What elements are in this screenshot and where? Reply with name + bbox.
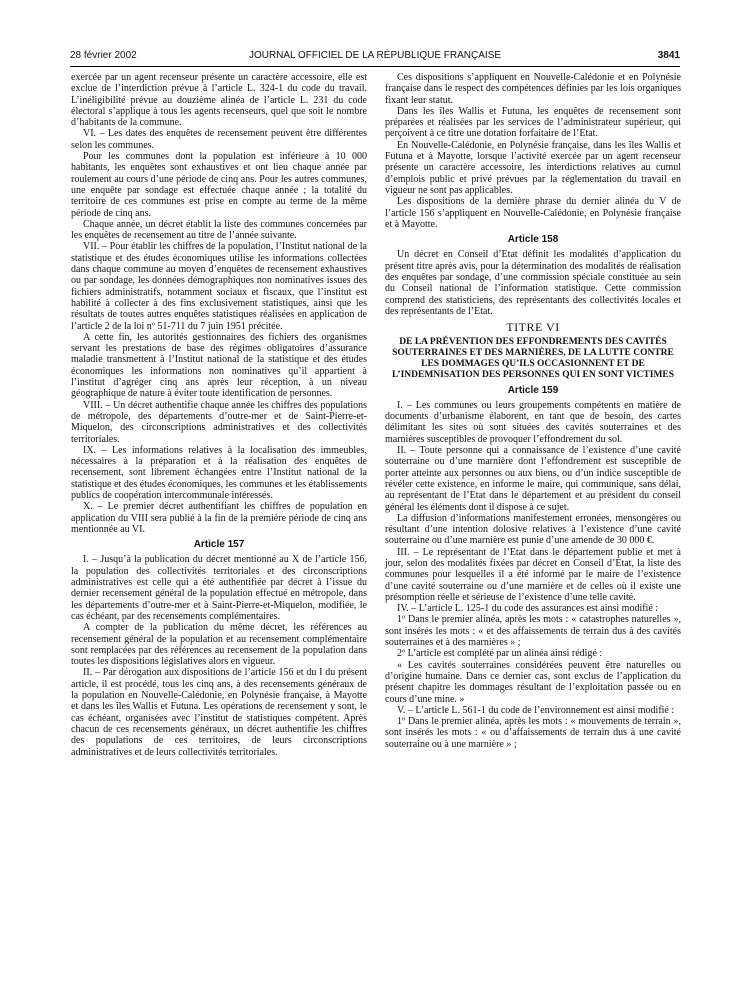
article-158-heading: Article 158 bbox=[507, 234, 559, 246]
article-157-heading: Article 157 bbox=[193, 539, 245, 551]
titre-vi-heading: DE LA PRÉVENTION DES EFFONDREMENTS DES CAVITÉS SOUTERRAINES ET DES MARNIÈRES, DE LA LUTTE CONTRE LES DOMMAGES QU’ILS OCCASIONNENT ET DE L’INDEMNISATION DES PERSONNES QUI EN SONT VICTIMES bbox=[391, 336, 675, 380]
paragraph: VII. – Pour établir les chiffres de la population, l’Institut national de la statistique et des études économiques utilise les informations collectées dans chaque commune au moyen d’enquêtes de recensement exhaustives ou par sondage, les données démographiques non nominatives issues des fichiers administratifs, notamment sociaux et fiscaux, que l’institut est habilité à collecter à des fins exclusivement statistiques, ainsi que les résultats de toutes autres enquêtes statistiques réalisées en application de l’article 2 de la loi nº 51-711 du 7 juin 1951 précitée. bbox=[71, 241, 367, 332]
paragraph: A cette fin, les autorités gestionnaires des fichiers des organismes servant les prestations de base des régimes obligatoires d’assurance maladie transmettent à l’Institut national de la statistique et des études économiques les informations non nominatives qu’il appartient à l’institut d’agréger cinq ans après leur réception, à un niveau géographique de nature à éviter toute identification de personnes. bbox=[71, 331, 367, 400]
paragraph: IV. – L’article L. 125-1 du code des assurances est ainsi modifié : bbox=[397, 603, 659, 615]
paragraph: Chaque année, un décret établit la liste des communes concernées par les enquêtes de recensement au titre de l’année suivante. bbox=[71, 218, 367, 242]
right-column bbox=[385, 72, 681, 750]
paragraph: I. – Les communes ou leurs groupements compétents en matière de documents d’urbanisme élaborent, en tant que de besoin, des cartes délimitant les sites où sont situées des cavités souterraines et des marnières susceptibles de provoquer l’effondrement du sol. bbox=[385, 399, 681, 445]
paragraph: En Nouvelle-Calédonie, en Polynésie française, dans les îles Wallis et Futuna et à Mayotte, lorsque l’activité exercée par un agent recenseur présente un caractère accessoire, les interdictions relatives au cumul d’emplois public et privé prévues par la réglementation du travail en vigueur ne sont pas applicables. bbox=[385, 139, 681, 196]
paragraph: VIII. – Un décret authentifie chaque année les chiffres des populations de métropole, des départements d’outre-mer et de Saint-Pierre-et-Miquelon, des circonscriptions administratives et des collectivités territoriales. bbox=[71, 399, 367, 445]
paragraph: Un décret en Conseil d’Etat définit les modalités d’application du présent titre après avis, pour la détermination des modalités de réalisation des enquêtes par sondage, d’une commission spéciale constituée au sein du Conseil national de l’information statistique. Cette commission comprend des statisticiens, des représentants des collectivités locales et des représentants de l’Etat. bbox=[385, 249, 681, 317]
paragraph: IX. – Les informations relatives à la localisation des immeubles, nécessaires à la préparation et à la réalisation des enquêtes de recensement, sont librement échangées entre l’Institut national de la statistique et des études économiques, les communes et les établissements publics de coopération intercommunale intéressés. bbox=[71, 444, 367, 501]
paragraph: exercée par un agent recenseur présente un caractère accessoire, elle est exclue de l’interdiction prévue à l’article L. 324-1 du code du travail. L’inéligibilité prévue au douzième alinéa de l’article L. 231 du code électoral s’applique à tous les agents recenseurs, quel que soit le nombre d’habitants de la commune. bbox=[71, 72, 367, 129]
paragraph: Les dispositions de la dernière phrase du dernier alinéa du V de l’article 156 s’appliquent en Nouvelle-Calédonie, en Polynésie française et à Mayotte. bbox=[385, 196, 681, 230]
titre-vi-label: TITRE VI bbox=[506, 320, 560, 335]
paragraph: 1º Dans le premier alinéa, après les mots : « mouvements de terrain », sont insérés les mots : « ou d’affaissements de terrain dus à une cavité souterraine ou à une marnière » ; bbox=[385, 716, 681, 750]
paragraph: Pour les communes dont la population est inférieure à 10 000 habitants, les enquêtes sont exhaustives et ont lieu chaque année par roulement au cours d’une période de cinq ans. Pour les autres communes, une enquête par sondage est effectuée chaque année ; la totalité du territoire de ces communes est prise en compte au terme de la même période de cinq ans. bbox=[71, 151, 367, 219]
paragraph: X. – Le premier décret authentifiant les chiffres de population en application du VIII sera publié à la fin de la première période de cinq ans mentionnée au VI. bbox=[71, 501, 367, 535]
journal-title: JOURNAL OFFICIEL DE LA RÉPUBLIQUE FRANÇAISE bbox=[248, 50, 502, 61]
header-date: 28 février 2002 bbox=[70, 50, 137, 61]
paragraph: II. – Toute personne qui a connaissance de l’existence d’une cavité souterraine ou d’une marnière dont l’effondrement est susceptible de porter atteinte aux personnes ou aux biens, ou d’un indice susceptible de révéler cette existence, en informe le maire, qui communique, sans délai, au représentant de l’Etat dans le département et au président du conseil général les éléments dont il dispose à ce sujet. bbox=[385, 445, 681, 513]
paragraph: Dans les îles Wallis et Futuna, les enquêtes de recensement sont préparées et réalisées par les services de l’administrateur supérieur, qui perçoivent à ce titre une dotation forfaitaire de l’Etat. bbox=[385, 105, 681, 140]
paragraph: II. – Par dérogation aux dispositions de l’article 156 et du I du présent article, il est procédé, tous les cinq ans, à des recensements généraux de la population en Nouvelle-Calédonie, en Polynésie française, à Mayotte et dans les îles Wallis et Futuna. Les opérations de recensement y sont, le cas échéant, organisées avec l’institut de statistiques compétent. Après chacun de ces recensements généraux, un décret authentifie les chiffres des populations de ces territoires, de leurs circonscriptions administratives et de leurs collectivités territoriales. bbox=[71, 667, 367, 758]
paragraph: Ces dispositions s’appliquent en Nouvelle-Calédonie et en Polynésie française dans le respect des compétences définies par les lois organiques fixant leur statut. bbox=[385, 72, 681, 106]
running-header bbox=[70, 50, 680, 64]
page-number: 3841 bbox=[657, 50, 680, 61]
paragraph: « Les cavités souterraines considérées peuvent être naturelles ou d’origine humaine. Dans ce dernier cas, sont exclus de l’application du présent chapitre les dommages résultant de l’exploitation passée ou en cours d’une mine. » bbox=[385, 659, 681, 705]
paragraph: III. – Le représentant de l’Etat dans le département publie et met à jour, selon des modalités fixées par décret en Conseil d’Etat, la liste des communes pour lesquelles il a été informé par le maire de l’existence d’une cavité souterraine ou d’une marnière et de celles où il existe une présomption réelle et sérieuse de l’existence d’une telle cavité. bbox=[385, 546, 681, 603]
paragraph: La diffusion d’informations manifestement erronées, mensongères ou résultant d’une intention dolosive relatives à l’existence d’une cavité souterraine ou d’une marnière est punie d’une amende de 30 000 €. bbox=[385, 512, 681, 547]
paragraph: I. – Jusqu’à la publication du décret mentionné au X de l’article 156, la population des collectivités territoriales et des circonscriptions administratives est celle qui a été authentifiée par décret à l’issue du dernier recensement général de la population effectué en métropole, dans les départements d’outre-mer et à Saint-Pierre-et-Miquelon, modifiée, le cas échéant, par des recensements complémentaires. bbox=[71, 554, 367, 622]
paragraph: VI. – Les dates des enquêtes de recensement peuvent être différentes selon les communes. bbox=[71, 128, 367, 151]
paragraph: 1º Dans le premier alinéa, après les mots : « catastrophes naturelles », sont insérés les mots : « et des affaissements de terrain dus à des cavités souterraines et à des marnières » ; bbox=[385, 614, 681, 649]
header-rule bbox=[70, 66, 680, 67]
paragraph: 2º L’article est complété par un alinéa ainsi rédigé : bbox=[397, 648, 603, 660]
left-column bbox=[71, 72, 367, 758]
paragraph: A compter de la publication du même décret, les références au recensement général de la population et au recensement complémentaire sont remplacées par des références au recensement de la population dans toutes les dispositions législatives alors en vigueur. bbox=[71, 622, 367, 668]
paragraph: V. – L’article L. 561-1 du code de l’environnement est ainsi modifié : bbox=[397, 704, 675, 716]
article-159-heading: Article 159 bbox=[507, 384, 559, 396]
